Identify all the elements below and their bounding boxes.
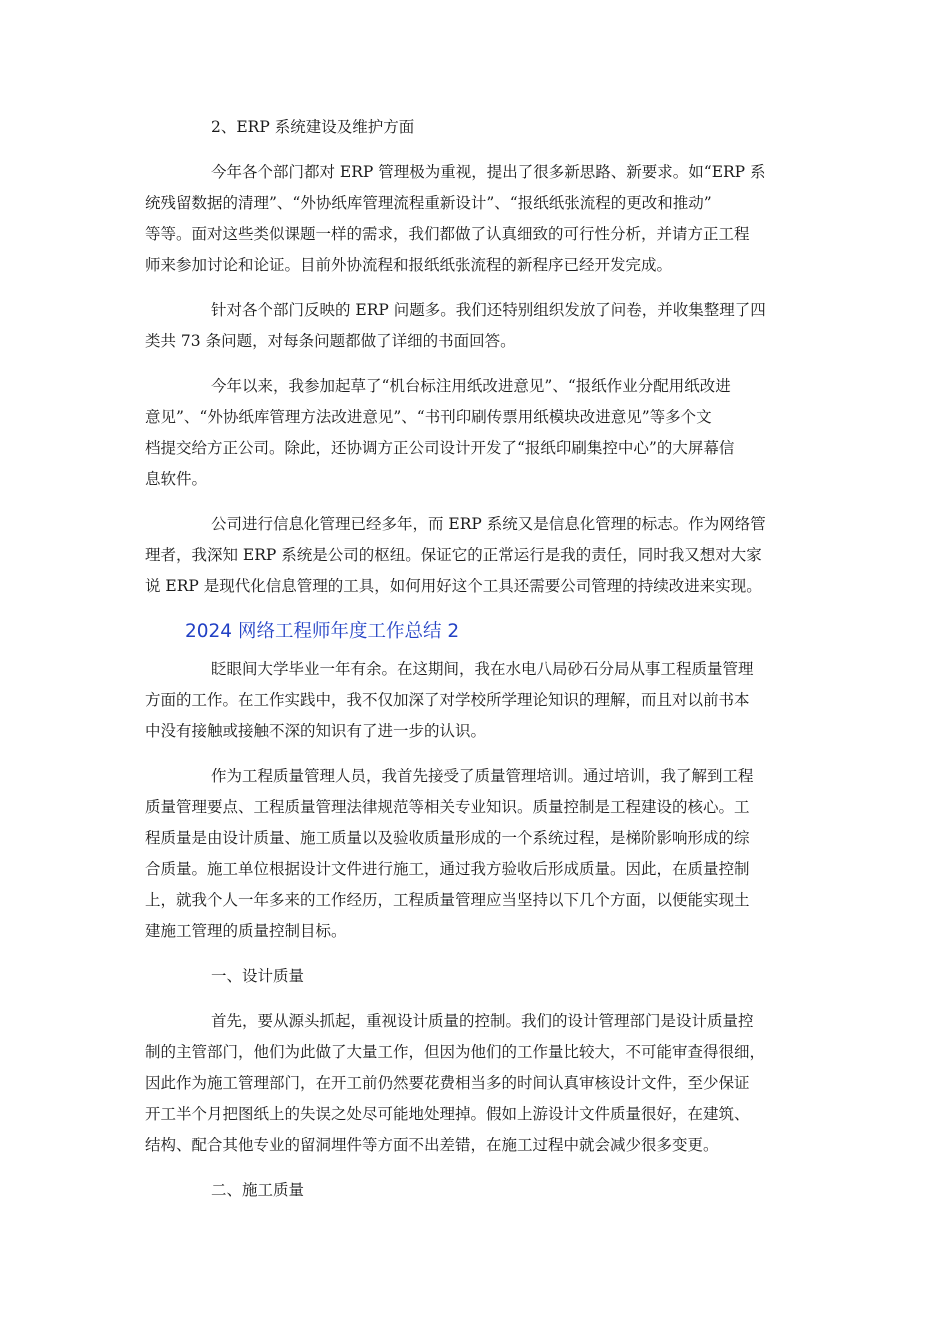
- text-line: 理者，我深知 ERP 系统是公司的枢纽。保证它的正常运行是我的责任，同时我又想对大家: [145, 546, 762, 564]
- text-line: 程质量是由设计质量、施工质量以及验收质量形成的一个系统过程，是梯阶影响形成的综: [145, 829, 750, 847]
- text-line: 今年以来，我参加起草了“机台标注用纸改进意见”、“报纸作业分配用纸改进: [211, 377, 731, 395]
- text-line: 今年各个部门都对 ERP 管理极为重视，提出了很多新思路、新要求。如“ERP 系: [211, 163, 766, 181]
- text-line: 类共 73 条问题，对每条问题都做了详细的书面回答。: [145, 332, 516, 350]
- text-line: 合质量。施工单位根据设计文件进行施工，通过我方验收后形成质量。因此，在质量控制: [145, 860, 750, 878]
- text-line: 制的主管部门，他们为此做了大量工作，但因为他们的工作量比较大，不可能审查得很细，: [145, 1043, 766, 1061]
- text-line: 中没有接触或接触不深的知识有了进一步的认识。: [145, 722, 487, 740]
- text-line: 因此作为施工管理部门，在开工前仍然要花费相当多的时间认真审核设计文件，至少保证: [145, 1074, 750, 1092]
- text-line: 方面的工作。在工作实践中，我不仅加深了对学校所学理论知识的理解，而且对以前书本: [145, 691, 750, 709]
- text-line: 眨眼间大学毕业一年有余。在这期间，我在水电八局砂石分局从事工程质量管理: [211, 660, 754, 678]
- text-line: 针对各个部门反映的 ERP 问题多。我们还特别组织发放了问卷，并收集整理了四: [211, 301, 766, 319]
- text-line: 等等。面对这些类似课题一样的需求，我们都做了认真细致的可行性分析，并请方正工程: [145, 225, 750, 243]
- text-line: 作为工程质量管理人员，我首先接受了质量管理培训。通过培训，我了解到工程: [211, 767, 754, 785]
- text-line: 结构、配合其他专业的留洞埋件等方面不出差错，在施工过程中就会减少很多变更。: [145, 1136, 719, 1154]
- text-line: 档提交给方正公司。除此，还协调方正公司设计开发了“报纸印刷集控中心”的大屏幕信: [145, 439, 735, 457]
- article-title: 2024 网络工程师年度工作总结 2: [185, 621, 460, 642]
- text-line: 公司进行信息化管理已经多年，而 ERP 系统又是信息化管理的标志。作为网络管: [211, 515, 766, 533]
- text-line: 质量管理要点、工程质量管理法律规范等相关专业知识。质量控制是工程建设的核心。工: [145, 798, 750, 816]
- text-line: 意见”、“外协纸库管理方法改进意见”、“书刊印刷传票用纸模块改进意见”等多个文: [145, 408, 712, 426]
- section-heading-design-quality: 一、设计质量: [211, 967, 305, 985]
- text-line: 首先，要从源头抓起，重视设计质量的控制。我们的设计管理部门是设计质量控: [211, 1012, 754, 1030]
- section-heading-erp: 2、ERP 系统建设及维护方面: [211, 118, 415, 136]
- section-heading-construction-quality: 二、施工质量: [211, 1181, 305, 1199]
- text-line: 建施工管理的质量控制目标。: [145, 922, 347, 940]
- text-line: 统残留数据的清理”、“外协纸库管理流程重新设计”、“报纸纸张流程的更改和推动”: [145, 194, 712, 212]
- text-line: 师来参加讨论和论证。目前外协流程和报纸纸张流程的新程序已经开发完成。: [145, 256, 673, 274]
- text-line: 开工半个月把图纸上的失误之处尽可能地处理掉。假如上游设计文件质量很好，在建筑、: [145, 1105, 750, 1123]
- text-line: 说 ERP 是现代化信息管理的工具，如何用好这个工具还需要公司管理的持续改进来实现。: [145, 577, 762, 595]
- text-line: 息软件。: [145, 470, 208, 488]
- text-line: 上，就我个人一年多来的工作经历，工程质量管理应当坚持以下几个方面，以便能实现土: [145, 891, 750, 909]
